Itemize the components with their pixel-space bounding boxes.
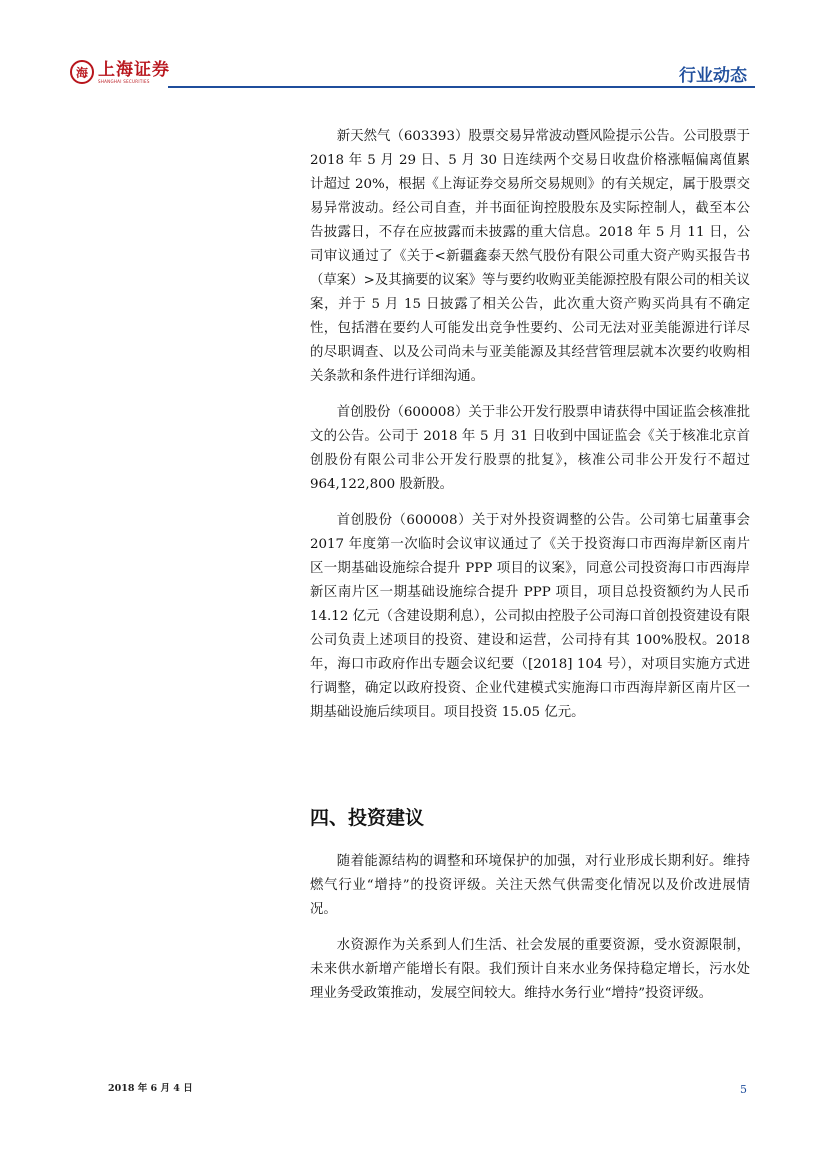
announcement-paragraph: 首创股份（600008）关于对外投资调整的公告。公司第七届董事会 2017 年度第一次临时会议审议通过了《关于投资海口市西海岸新区南片区一期基础设施综合提升 PPP 项目的议案》，同意公司投资海口市西海岸新区南片区一期基础设施综合提升 PPP 项目，项目总投资额约为人民币 14.12 亿元（含建设期利息），公司拟由控股子公司海口首创投资建设有限公司负责上述项目的投资、建设和运营，公司持有其 100%股权。2018 年，海口市政府作出专题会议纪要（[2018] 104 号），对项目实施方式进行调整，确定以政府投资、企业代建模式实施海口市西海岸新区南片区一期基础设施后续项目。项目投资 15.05 亿元。 <box>310 513 750 720</box>
logo-name: 上海证券 <box>98 59 170 80</box>
announcement-paragraph: 新天然气（603393）股票交易异常波动暨风险提示公告。公司股票于 2018 年 5 月 29 日、5 月 30 日连续两个交易日收盘价格涨幅偏离值累计超过 20%，根据《上海证券交易所交易规则》的有关规定，属于股票交易异常波动。经公司自查，并书面征询控股股东及实际控制人，截至本公告披露日，不存在应披露而未披露的重大信息。2018 年 5 月 11 日，公司审议通过了《关于<新疆鑫泰天然气股份有限公司重大资产购买报告书（草案）>及其摘要的议案》等与要约收购亚美能源控股有限公司的相关议案，并于 5 月 15 日披露了相关公告，此次重大资产购买尚具有不确定性，包括潜在要约人可能发出竞争性要约、公司无法对亚美能源进行详尽的尽职调查、以及公司尚未与亚美能源及其经营管理层就本次要约收购相关条款和条件进行详细沟通。 <box>310 129 750 384</box>
advice-paragraph: 随着能源结构的调整和环境保护的加强，对行业形成长期利好。维持燃气行业“增持”的投资评级。关注天然气供需变化情况以及价改进展情况。 <box>310 854 750 917</box>
logo-subtitle: SHANGHAI SECURITIES <box>98 78 150 84</box>
logo-emblem-icon: 海 <box>70 60 94 84</box>
advice-paragraph: 水资源作为关系到人们生活、社会发展的重要资源，受水资源限制，未来供水新增产能增长有限。我们预计自来水业务保持稳定增长，污水处理业务受政策推动，发展空间较大。维持水务行业“增持”投资评级。 <box>310 938 750 1001</box>
announcement-paragraph: 首创股份（600008）关于非公开发行股票申请获得中国证监会核准批文的公告。公司于 2018 年 5 月 31 日收到中国证监会《关于核准北京首创股份有限公司非公开发行股票的批复》，核准公司非公开发行不超过 964,122,800 股新股。 <box>310 405 750 492</box>
report-category: 行业动态 <box>679 66 747 86</box>
header-divider <box>168 86 755 88</box>
page-number: 5 <box>740 1083 747 1096</box>
investment-advice-section <box>310 850 750 1006</box>
page-header <box>0 0 827 100</box>
section-heading: 四、投资建议 <box>310 807 425 829</box>
logo-wordmark <box>98 61 170 84</box>
company-logo <box>70 60 170 84</box>
footer-date: 2018 年 6 月 4 日 <box>108 1083 193 1094</box>
announcements-section <box>310 125 750 737</box>
